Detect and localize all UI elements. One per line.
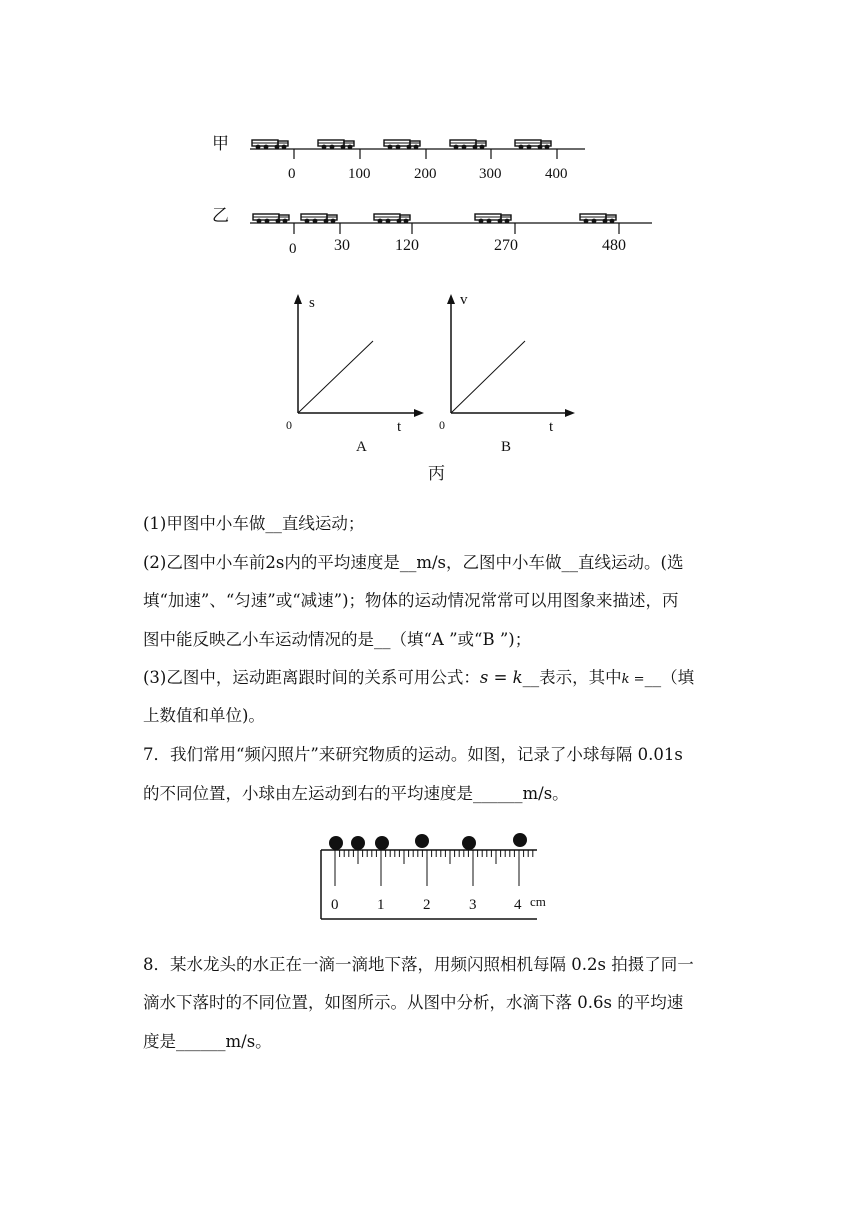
q6-part3-pre: (3)乙图中，运动距离跟时间的关系可用公式： <box>143 668 480 687</box>
row2-tick-4: 480 <box>602 237 626 254</box>
q6-part2-line3: 图中能反映乙小车运动情况的是__（填“A ”或“B ”)； <box>143 630 532 649</box>
q7-line1: 7．我们常用“频闪照片”来研究物质的运动。如图，记录了小球每隔 0.01s <box>143 745 683 764</box>
graph-b-x-label: t <box>549 419 554 435</box>
row2-tick-3: 270 <box>494 237 518 254</box>
row2-tick-2: 120 <box>395 237 419 254</box>
row1-tick-0: 0 <box>288 166 296 182</box>
row1-tick-2: 200 <box>414 166 437 182</box>
row2-tick-1: 30 <box>334 237 350 254</box>
ball-1 <box>329 836 343 850</box>
ball-5 <box>462 836 476 850</box>
q6-part1: (1)甲图中小车做__直线运动； <box>143 514 365 533</box>
graph-b-caption: B <box>501 439 512 455</box>
graph-a-y-label: s <box>309 295 315 311</box>
q6-part3-mid: __表示，其中 <box>522 668 622 687</box>
ruler-label-2: 2 <box>423 897 431 913</box>
ball-4 <box>415 834 429 848</box>
ball-3 <box>375 836 389 850</box>
ruler-label-3: 3 <box>469 897 477 913</box>
q8-line1: 8．某水龙头的水正在一滴一滴地下落，用频闪照相机每隔 0.2s 拍摄了同一 <box>143 955 694 974</box>
q6-part3-post: __（填 <box>644 668 695 687</box>
ball-6 <box>513 833 527 847</box>
q6-part2-line1: (2)乙图中小车前2s内的平均速度是__m/s，乙图中小车做__直线运动。(选 <box>143 553 684 572</box>
graph-a-x-label: t <box>397 419 402 435</box>
q6-part3-line2: 上数值和单位)。 <box>143 706 265 725</box>
ball-2 <box>351 836 365 850</box>
q7-line2: 的不同位置，小球由左运动到右的平均速度是______m/s。 <box>143 784 569 803</box>
row1-tick-4: 400 <box>545 166 568 182</box>
graph-b-origin: 0 <box>439 418 445 432</box>
q8-line2: 滴水下落时的不同位置，如图所示。从图中分析，水滴下落 0.6s 的平均速 <box>143 993 684 1012</box>
row1-label: 甲 <box>212 134 229 153</box>
q6-part3-k: k = <box>621 672 645 687</box>
q8-line3: 度是______m/s。 <box>143 1032 272 1051</box>
ruler-unit: cm <box>530 894 546 909</box>
row2-label: 乙 <box>212 206 229 225</box>
ruler-label-4: 4 <box>514 897 522 913</box>
ruler-label-0: 0 <box>331 897 339 913</box>
q6-part2-line2: 填“加速”、“匀速”或“减速”)；物体的运动情况常常可以用图象来描述，丙 <box>143 591 679 610</box>
graph-a-caption: A <box>356 439 367 455</box>
ruler-ticks <box>335 850 533 886</box>
graph-b-y-label: v <box>460 292 468 308</box>
row1-tick-1: 100 <box>348 166 371 182</box>
graphs-caption: 丙 <box>428 464 445 483</box>
row2-tick-0: 0 <box>289 241 297 257</box>
graph-a-origin: 0 <box>286 418 292 432</box>
q6-part3-formula: s = k <box>479 668 523 687</box>
row1-tick-3: 300 <box>479 166 502 182</box>
ruler-label-1: 1 <box>377 897 385 913</box>
